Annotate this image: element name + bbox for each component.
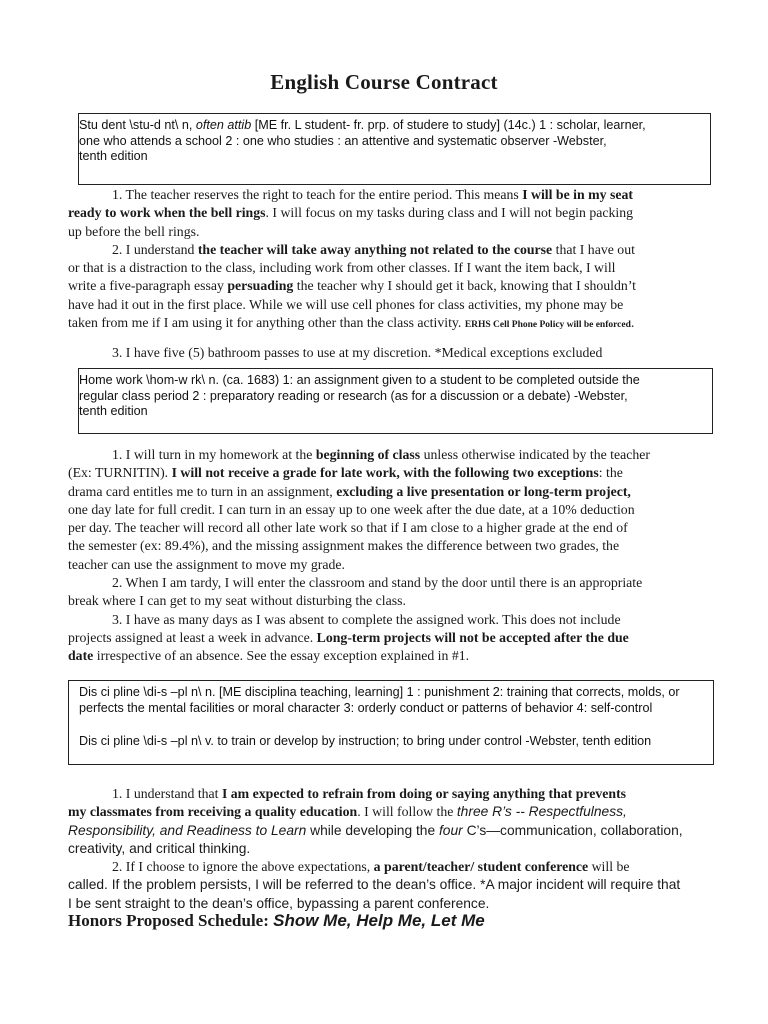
definition-line: tenth edition: [79, 149, 148, 163]
rule-item-1: 1. The teacher reserves the right to teach for the entire period. This means I will be in my seat ready to work when the bell rings. I will focus on my tasks during class and I will not begin packing up before the bell rings.: [68, 187, 633, 239]
definition-line: one who attends a school 2 : one who studies : an attentive and systematic observer -Webster,: [79, 133, 607, 148]
definition-line: regular class period 2 : preparatory reading or research (as for a discussion or a debate) -Webster,: [79, 388, 628, 403]
section-homework-rules: [68, 446, 708, 666]
rule-item-2: 2. I understand the teacher will take away anything not related to the course that I have out or that is a distraction to the class, including work from other classes. If I want the item back, I will write a five-paragraph essay persuading the teacher why I should get it back, knowing that I shouldn’t have had it out in the first place. While we will use cell phones for class activities, my phone may be taken from me if I am using it for anything other than the class activity. ERHS Cell Phone Policy will be enforced.: [68, 241, 636, 331]
homework-item-2: 2. When I am tardy, I will enter the classroom and stand by the door until there is an appropriate break where I can get to my seat without disturbing the class.: [68, 575, 643, 609]
homework-item-3: 3. I have as many days as I was absent to complete the assigned work. This does not include projects assigned at least a week in advance. Long-term projects will not be accepted after the due date irrespective of an absence. See the essay exception explained in #1.: [68, 611, 629, 664]
definition-line: tenth edition: [79, 404, 148, 418]
definition-line: perfects the mental facilities or moral character 3: orderly conduct or patterns of behavior 4: self-control: [79, 700, 653, 715]
definition-line: Dis ci pline \di-s –pl n\ v. to train or develop by instruction; to bring under control -Webster, tenth edition: [79, 734, 652, 748]
definition-box-student: [78, 113, 711, 185]
page-title: English Course Contract: [270, 70, 498, 94]
definition-line: Home work \hom-w rk\ n. (ca. 1683) 1: an assignment given to a student to be completed outside the: [79, 373, 640, 387]
rule-item-3: 3. I have five (5) bathroom passes to use at my discretion. *Medical exceptions excluded: [112, 345, 603, 361]
homework-item-1: 1. I will turn in my homework at the beginning of class unless otherwise indicated by the teacher (Ex: TURNITIN). I will not receive a grade for late work, with the following two exceptions: the drama card entitles me to turn in an assignment, excluding a live presentation or long-term project, one day late for full credit. I can turn in an essay up to one week after the due date, at a 10% deduction per day. The teacher will record all other late work so that if I am close to a higher grade at the end of the semester (ex: 89.4%), and the missing assignment makes the difference between two grades, the teacher can use the assignment to move my grade.: [68, 447, 650, 572]
section-classroom-rules: [68, 186, 708, 363]
definition-box-homework: [78, 368, 713, 434]
section-conduct-rules: [68, 785, 708, 913]
definition-box-discipline: [68, 680, 714, 765]
definition-line: Stu dent \stu-d nt\ n, often attib [ME fr. L student- fr. prp. of studere to study] (14c.) 1 : scholar, learner,: [79, 118, 646, 132]
honors-schedule-heading: Honors Proposed Schedule: Show Me, Help Me, Let Me: [68, 911, 485, 930]
conduct-item-2: 2. If I choose to ignore the above expectations, a parent/teacher/ student conference will be called. If the problem persists, I will be referred to the dean’s office. *A major incident will require that I be sent straight to the dean’s office, bypassing a parent conference.: [68, 859, 681, 911]
definition-line: Dis ci pline \di-s –pl n\ n. [ME disciplina teaching, learning] 1 : punishment 2: training that corrects, molds, or: [79, 685, 680, 699]
conduct-item-1: 1. I understand that I am expected to refrain from doing or saying anything that prevents my classmates from receiving a quality education. I will follow the three R’s -- Respectfulness, Responsibility, and Readiness to Learn while developing the four C’s—communication, collaboration, creativity, and critical thinking.: [68, 786, 683, 856]
